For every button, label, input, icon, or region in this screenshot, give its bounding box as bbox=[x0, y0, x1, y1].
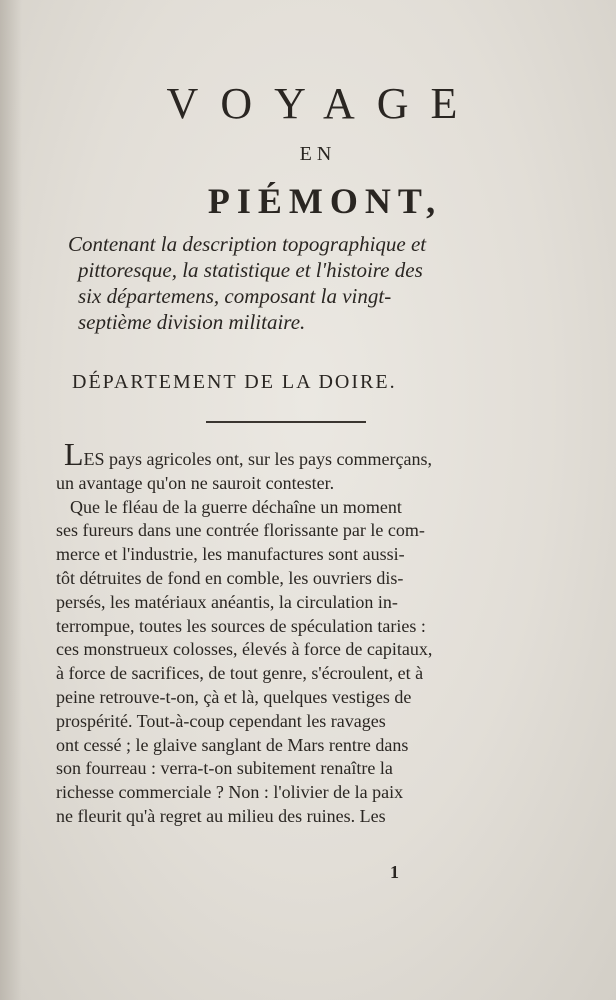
body-text bbox=[56, 436, 502, 829]
signature-mark: 1 bbox=[390, 862, 399, 882]
subtitle-line: septième division militaire. bbox=[78, 310, 306, 334]
text-line: prospérité. Tout-à-coup cependant les ravages bbox=[56, 710, 386, 731]
title-place: PIÉMONT, bbox=[207, 181, 443, 221]
text-line: Que le fléau de la guerre déchaîne un moment bbox=[70, 496, 402, 517]
text-line: richesse commerciale ? Non : l'olivier de la paix bbox=[56, 782, 404, 803]
ornamental-rule bbox=[206, 421, 366, 423]
text-line: ne fleurit qu'à regret au milieu des ruines. Les bbox=[56, 805, 386, 826]
book-title: VOYAGE bbox=[166, 79, 480, 128]
text-line: son fourreau : verra-t-on subitement renaître la bbox=[56, 758, 393, 779]
text-line: peine retrouve-t-on, çà et là, quelques vestiges de bbox=[56, 686, 412, 707]
text-line: à force de sacrifices, de tout genre, s'écroulent, et à bbox=[56, 663, 424, 684]
text-line: terrompue, toutes les sources de spéculation taries : bbox=[56, 615, 426, 636]
subtitle bbox=[68, 231, 528, 335]
text-line: ces monstrueux colosses, élevés à force de capitaux, bbox=[56, 639, 433, 660]
section-heading: DÉPARTEMENT DE LA DOIRE. bbox=[72, 371, 397, 393]
drop-cap: L bbox=[64, 436, 84, 472]
text-line: ses fureurs dans une contrée florissante par le com- bbox=[56, 520, 425, 541]
text-line: ont cessé ; le glaive sanglant de Mars rentre dans bbox=[56, 734, 409, 755]
text-line: persés, les matériaux anéantis, la circulation in- bbox=[56, 591, 398, 612]
subtitle-line: six départemens, composant la vingt- bbox=[78, 284, 392, 308]
text-line-content: ES pays agricoles ont, sur les pays commerçans, bbox=[83, 449, 432, 469]
text-line bbox=[56, 436, 502, 472]
text-line: merce et l'industrie, les manufactures sont aussi- bbox=[56, 544, 405, 565]
text-line: tôt détruites de fond en comble, les ouvriers dis- bbox=[56, 567, 404, 588]
subtitle-line: Contenant la description topographique et bbox=[68, 232, 427, 256]
text-line: un avantage qu'on ne sauroit contester. bbox=[56, 472, 335, 493]
subtitle-line: pittoresque, la statistique et l'histoire des bbox=[78, 258, 423, 282]
title-connector: EN bbox=[299, 143, 337, 165]
